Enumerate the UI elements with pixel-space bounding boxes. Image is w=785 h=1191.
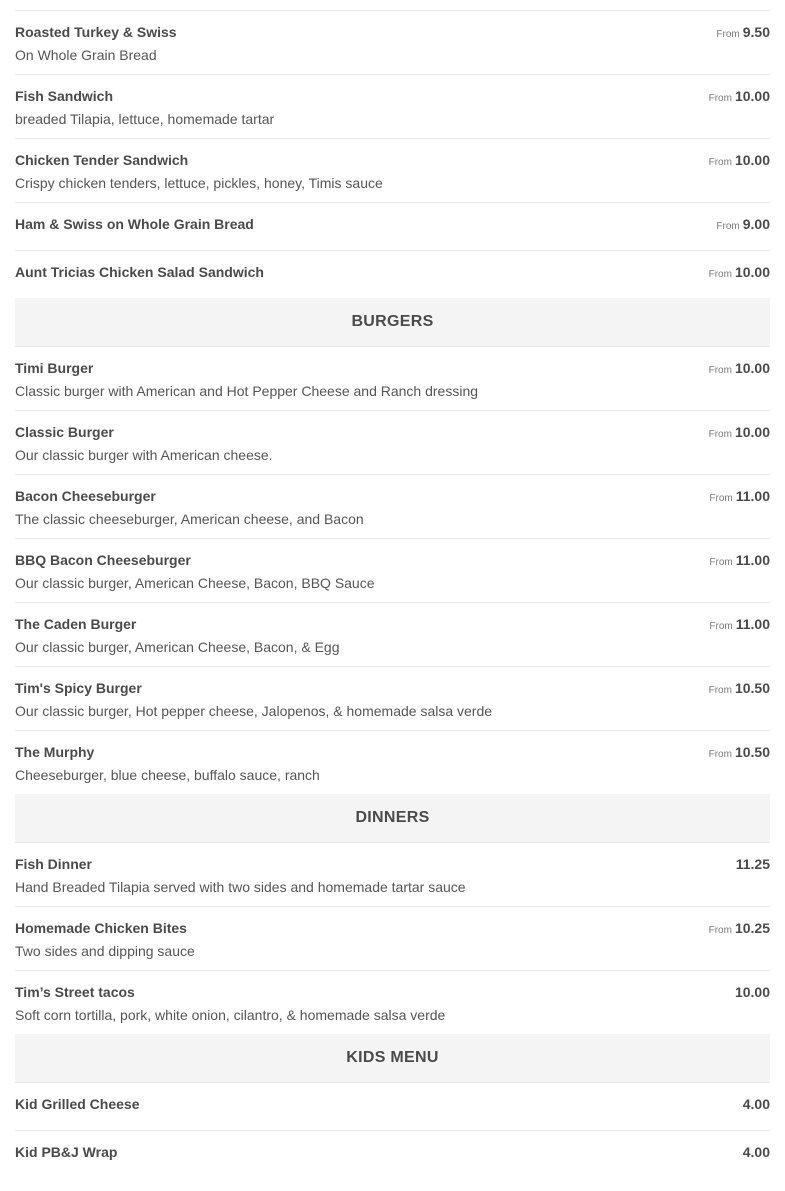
item-price	[709, 488, 770, 507]
price-from-label: From	[708, 93, 732, 104]
price-amount: 9.50	[742, 24, 770, 40]
item-price	[736, 856, 770, 873]
section-header-burgers: BURGERS	[15, 298, 770, 346]
menu-item-kid-pb-j-wrap[interactable]	[15, 1130, 770, 1181]
menu-item-kid-grilled-cheese[interactable]	[15, 1082, 770, 1130]
price-amount: 11.00	[735, 616, 770, 632]
price-amount: 11.00	[735, 552, 770, 568]
menu-item-homemade-chicken-bites[interactable]	[15, 906, 770, 970]
item-price	[709, 616, 770, 635]
menu-item-the-murphy[interactable]	[15, 730, 770, 794]
price-from-label: From	[708, 365, 732, 376]
item-price	[709, 88, 770, 107]
price-from-label: From	[708, 269, 732, 280]
section-header-kids-menu: KIDS MENU	[15, 1034, 770, 1082]
menu-item-fish-sandwich[interactable]	[15, 74, 770, 138]
price-amount: 10.00	[734, 264, 770, 280]
item-price	[743, 1096, 770, 1113]
price-from-label: From	[716, 221, 740, 232]
price-amount: 11.25	[735, 856, 770, 872]
price-from-label: From	[708, 925, 732, 936]
item-description: Our classic burger, Hot pepper cheese, Jalopenos, & homemade salsa verde	[15, 703, 493, 719]
item-name: Ham & Swiss on Whole Grain Bread	[15, 216, 254, 232]
price-from-label: From	[708, 749, 732, 760]
item-price	[709, 920, 770, 939]
item-description: Crispy chicken tenders, lettuce, pickles, honey, Timis sauce	[15, 175, 383, 191]
item-price	[716, 24, 770, 43]
menu-item-roasted-turkey-swiss[interactable]	[15, 10, 770, 74]
item-name: The Caden Burger	[15, 616, 137, 632]
item-price	[709, 360, 770, 379]
item-price	[709, 152, 770, 171]
item-description: Our classic burger, American Cheese, Bacon, & Egg	[15, 639, 340, 655]
menu-item-tim-s-spicy-burger[interactable]	[15, 666, 770, 730]
item-name: Timi Burger	[15, 360, 94, 376]
price-amount: 10.25	[734, 920, 770, 936]
item-price	[743, 1144, 770, 1161]
price-from-label: From	[708, 157, 732, 168]
item-name: Roasted Turkey & Swiss	[15, 24, 177, 40]
price-from-label: From	[708, 429, 732, 440]
price-amount: 4.00	[742, 1144, 770, 1160]
price-amount: 10.00	[734, 88, 770, 104]
menu-item-bacon-cheeseburger[interactable]	[15, 474, 770, 538]
item-name: Fish Sandwich	[15, 88, 114, 104]
item-description: On Whole Grain Bread	[15, 47, 157, 63]
price-amount: 10.00	[734, 424, 770, 440]
item-description: breaded Tilapia, lettuce, homemade tartar	[15, 111, 275, 127]
item-price	[709, 744, 770, 763]
item-name: Bacon Cheeseburger	[15, 488, 156, 504]
menu-item-bbq-bacon-cheeseburger[interactable]	[15, 538, 770, 602]
item-description: Soft corn tortilla, pork, white onion, cilantro, & homemade salsa verde	[15, 1007, 446, 1023]
item-name: Chicken Tender Sandwich	[15, 152, 189, 168]
price-amount: 4.00	[742, 1096, 770, 1112]
item-name: Aunt Tricias Chicken Salad Sandwich	[15, 264, 264, 280]
price-from-label: From	[709, 621, 733, 632]
item-name: Tim's Spicy Burger	[15, 680, 142, 696]
price-amount: 10.00	[734, 360, 770, 376]
price-amount: 10.50	[734, 680, 770, 696]
item-name: Kid PB&J Wrap	[15, 1144, 118, 1160]
item-price	[709, 552, 770, 571]
item-description: Our classic burger, American Cheese, Bacon, BBQ Sauce	[15, 575, 375, 591]
price-amount: 10.00	[734, 152, 770, 168]
menu-item-chicken-tender-sandwich[interactable]	[15, 138, 770, 202]
menu-item-timi-burger[interactable]	[15, 346, 770, 410]
item-name: The Murphy	[15, 744, 95, 760]
menu-item-tim-s-street-tacos[interactable]	[15, 970, 770, 1034]
item-description: Classic burger with American and Hot Pepper Cheese and Ranch dressing	[15, 383, 479, 399]
item-name: Tim’s Street tacos	[15, 984, 135, 1000]
menu-item-the-caden-burger[interactable]	[15, 602, 770, 666]
price-from-label: From	[709, 557, 733, 568]
price-from-label: From	[716, 29, 740, 40]
item-description: Cheeseburger, blue cheese, buffalo sauce, ranch	[15, 767, 320, 783]
menu-item-classic-burger[interactable]	[15, 410, 770, 474]
item-name: Homemade Chicken Bites	[15, 920, 187, 936]
item-price	[709, 264, 770, 283]
item-price	[709, 680, 770, 699]
item-name: Kid Grilled Cheese	[15, 1096, 140, 1112]
item-price	[709, 424, 770, 443]
item-description: Two sides and dipping sauce	[15, 943, 195, 959]
price-from-label: From	[709, 493, 733, 504]
price-amount: 9.00	[742, 216, 770, 232]
price-amount: 10.00	[734, 984, 770, 1000]
menu-list	[15, 10, 770, 1181]
item-price	[716, 216, 770, 235]
menu-item-aunt-tricias-chicken-salad-sandwich[interactable]	[15, 250, 770, 298]
item-name: BBQ Bacon Cheeseburger	[15, 552, 191, 568]
item-price	[735, 984, 770, 1001]
price-amount: 11.00	[735, 488, 770, 504]
item-description: Our classic burger with American cheese.	[15, 447, 273, 463]
item-description: Hand Breaded Tilapia served with two sides and homemade tartar sauce	[15, 879, 466, 895]
item-name: Fish Dinner	[15, 856, 93, 872]
item-name: Classic Burger	[15, 424, 114, 440]
item-description: The classic cheeseburger, American cheese, and Bacon	[15, 511, 364, 527]
section-header-dinners: DINNERS	[15, 794, 770, 842]
menu-item-fish-dinner[interactable]	[15, 842, 770, 906]
menu-item-ham-swiss-on-whole-grain-bread[interactable]	[15, 202, 770, 250]
price-amount: 10.50	[734, 744, 770, 760]
price-from-label: From	[708, 685, 732, 696]
